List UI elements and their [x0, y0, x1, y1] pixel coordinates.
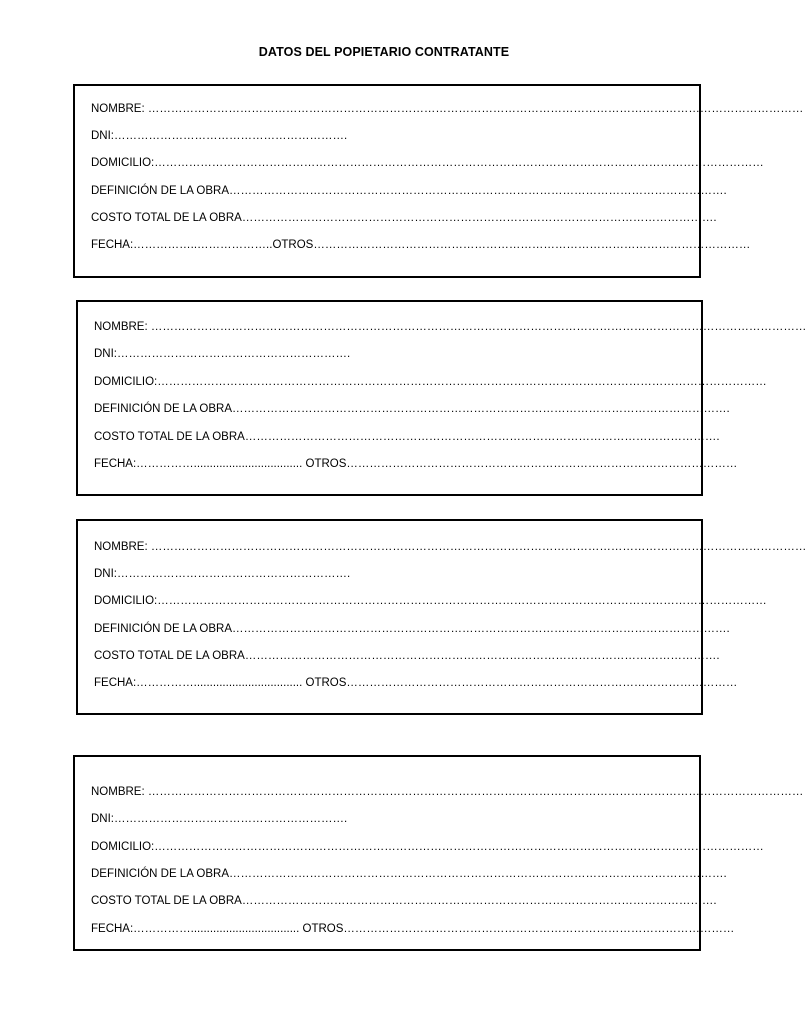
costo-total-field: COSTO TOTAL DE LA OBRA……………………………………………………………………………………………………………. [91, 212, 717, 224]
fecha-otros-field: FECHA:…………….................................. OTROS………………………………………………………………………………………… [94, 458, 738, 470]
definicion-obra-field: DEFINICIÓN DE LA OBRA…………………………………………………………………………………………………………………. [91, 185, 727, 197]
definicion-obra-field: DEFINICIÓN DE LA OBRA…………………………………………………………………………………………………………………. [94, 403, 730, 415]
nombre-field: NOMBRE: ……………………………………………………………………………………………………………………………………………………… [94, 321, 806, 333]
page-title: DATOS DEL POPIETARIO CONTRATANTE [258, 45, 510, 59]
owner-form-2 [76, 300, 806, 496]
fecha-otros-field: FECHA:…………….................................. OTROS………………………………………………………………………………………… [91, 923, 735, 935]
owner-form-4 [73, 755, 804, 951]
domicilio-field: DOMICILIO:…………………………………………………………………………………………………………………………………………… [91, 157, 764, 169]
definicion-obra-field: DEFINICIÓN DE LA OBRA…………………………………………………………………………………………………………………. [91, 868, 727, 880]
nombre-field: NOMBRE: ……………………………………………………………………………………………………………………………………………………… [91, 786, 804, 798]
dni-field: DNI:……………………………………………………. [91, 813, 348, 825]
costo-total-field: COSTO TOTAL DE LA OBRA……………………………………………………………………………………………………………. [94, 650, 720, 662]
domicilio-field: DOMICILIO:…………………………………………………………………………………………………………………………………………… [94, 376, 767, 388]
costo-total-field: COSTO TOTAL DE LA OBRA……………………………………………………………………………………………………………. [91, 895, 717, 907]
dni-field: DNI:……………………………………………………. [91, 130, 348, 142]
fecha-otros-field: FECHA:……………..………………..OTROS…………………………………………………………………………………………………… [91, 239, 751, 251]
definicion-obra-field: DEFINICIÓN DE LA OBRA…………………………………………………………………………………………………………………. [94, 623, 730, 635]
domicilio-field: DOMICILIO:…………………………………………………………………………………………………………………………………………… [91, 841, 764, 853]
costo-total-field: COSTO TOTAL DE LA OBRA……………………………………………………………………………………………………………. [94, 431, 720, 443]
dni-field: DNI:……………………………………………………. [94, 348, 351, 360]
dni-field: DNI:……………………………………………………. [94, 568, 351, 580]
owner-form-1 [73, 84, 804, 278]
nombre-field: NOMBRE: ……………………………………………………………………………………………………………………………………………………… [91, 103, 804, 115]
fecha-otros-field: FECHA:…………….................................. OTROS………………………………………………………………………………………… [94, 677, 738, 689]
domicilio-field: DOMICILIO:…………………………………………………………………………………………………………………………………………… [94, 595, 767, 607]
nombre-field: NOMBRE: ……………………………………………………………………………………………………………………………………………………… [94, 541, 806, 553]
owner-form-3 [76, 519, 806, 715]
